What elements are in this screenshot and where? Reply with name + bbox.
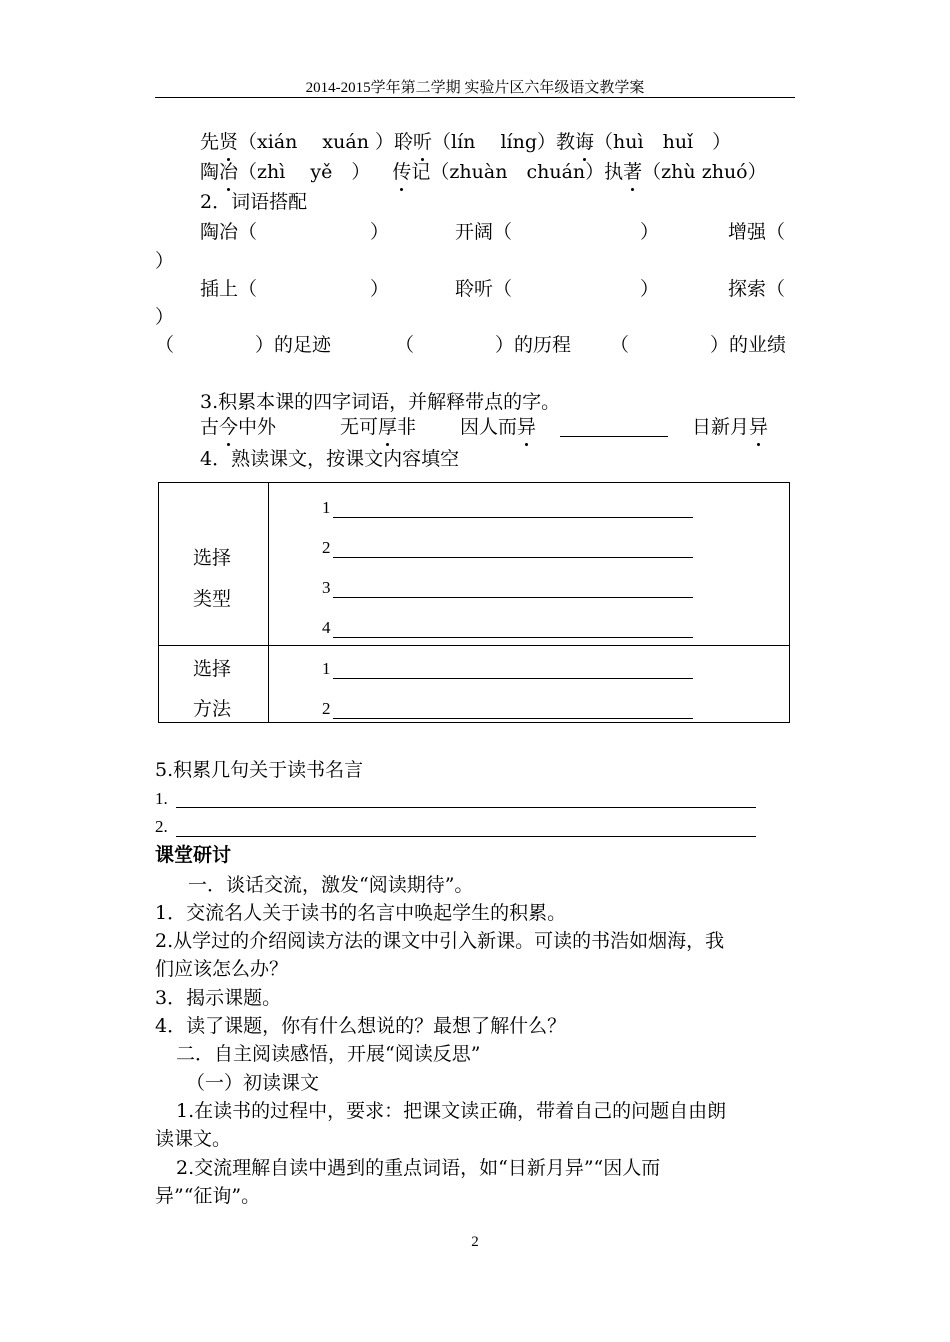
q2-row-1-wrap: ） bbox=[155, 250, 175, 272]
pinyin-row-2 bbox=[200, 160, 767, 184]
paragraph: 4．读了课题，你有什么想说的？最想了解什么？ bbox=[155, 1015, 567, 1037]
blank-label: 陶冶（ bbox=[200, 221, 258, 243]
q5-title: 5.积累几句关于读书名言 bbox=[155, 759, 364, 781]
blank-number: 4 bbox=[322, 618, 331, 637]
dotted-char: 厚 bbox=[378, 416, 398, 438]
paragraph: 3．揭示课题。 bbox=[155, 987, 282, 1009]
blank-suffix: ）的足迹 bbox=[255, 334, 332, 356]
table-label: 选择 bbox=[193, 547, 232, 569]
pinyin-options: （lín líng） bbox=[432, 131, 556, 153]
table-divider bbox=[158, 645, 790, 646]
paragraph: 1．交流名人关于读书的名言中唤起学生的积累。 bbox=[155, 902, 567, 924]
blank-number: 1 bbox=[322, 659, 331, 678]
pinyin-options: （xián xuán ） bbox=[238, 131, 394, 153]
blank-number: 3 bbox=[322, 578, 331, 597]
blank-label: 增强（ bbox=[728, 221, 786, 243]
idiom-part: 古 bbox=[200, 416, 220, 438]
answer-line[interactable] bbox=[333, 718, 693, 719]
answer-line[interactable] bbox=[333, 517, 693, 518]
table-label: 方法 bbox=[193, 698, 232, 720]
header-rule bbox=[155, 97, 795, 98]
blank-number: 2. bbox=[155, 817, 168, 836]
answer-line[interactable] bbox=[333, 597, 693, 598]
paragraph: 异”“征询”。 bbox=[155, 1185, 261, 1207]
answer-line[interactable] bbox=[333, 557, 693, 558]
part-heading: 二．自主阅读感悟，开展“阅读反思” bbox=[176, 1043, 481, 1065]
q2-title: 2．词语搭配 bbox=[200, 191, 308, 213]
word-char: 教 bbox=[556, 131, 576, 153]
idiom bbox=[200, 415, 276, 439]
dotted-char: 贤 bbox=[219, 131, 239, 153]
idiom-part: 无可 bbox=[340, 416, 379, 438]
idiom-part: 日新月 bbox=[692, 416, 750, 438]
paragraph: 2.交流理解自读中遇到的重点词语，如“日新月异”“因人而 bbox=[176, 1157, 661, 1179]
blank-close: ） bbox=[640, 221, 660, 243]
page-number: 2 bbox=[471, 1234, 479, 1250]
blank-suffix: ）的历程 bbox=[495, 334, 572, 356]
blank-label: 插上（ bbox=[200, 278, 258, 300]
word-char: 记 bbox=[411, 161, 431, 183]
dotted-char: 异 bbox=[517, 416, 537, 438]
dotted-char: 异 bbox=[749, 416, 769, 438]
blank-open: （ bbox=[610, 334, 630, 356]
blank-open: （ bbox=[155, 334, 175, 356]
paragraph: 2.从学过的介绍阅读方法的课文中引入新课。可读的书浩如烟海，我 bbox=[155, 930, 725, 952]
blank-close: ） bbox=[370, 278, 390, 300]
idiom-part: 中外 bbox=[238, 416, 277, 438]
answer-line[interactable] bbox=[333, 637, 693, 638]
table-label: 类型 bbox=[193, 588, 232, 610]
idiom-part: 非 bbox=[397, 416, 417, 438]
answer-line[interactable] bbox=[176, 807, 756, 808]
pinyin-options: （zhù zhuó） bbox=[642, 161, 767, 183]
table-label: 选择 bbox=[193, 658, 232, 680]
word-char: 先 bbox=[200, 131, 220, 153]
part-heading: 一．谈话交流，激发“阅读期待”。 bbox=[188, 874, 474, 896]
blank-close: ） bbox=[370, 221, 390, 243]
sub-heading: （一）初读课文 bbox=[186, 1072, 320, 1094]
q4-title: 4．熟读课文，按课文内容填空 bbox=[200, 448, 460, 470]
blank-number: 1. bbox=[155, 789, 168, 808]
dotted-char: 听 bbox=[413, 131, 433, 153]
idiom-part: 因人而 bbox=[460, 416, 518, 438]
word-char: 执 bbox=[604, 161, 624, 183]
blank-number: 2 bbox=[322, 538, 331, 557]
page-header: 2014-2015学年第二学期 实验片区六年级语文教学案 bbox=[305, 80, 645, 96]
idiom bbox=[340, 415, 416, 439]
idiom bbox=[460, 415, 536, 439]
dotted-char: 今 bbox=[219, 416, 239, 438]
blank-open: （ bbox=[395, 334, 415, 356]
answer-line[interactable] bbox=[176, 836, 756, 837]
fill-table bbox=[158, 482, 790, 723]
pinyin-row-1 bbox=[200, 130, 731, 154]
idiom bbox=[692, 415, 768, 439]
paragraph: 读课文。 bbox=[155, 1128, 232, 1150]
dotted-char: 冶 bbox=[219, 161, 239, 183]
blank-label: 聆听（ bbox=[455, 278, 513, 300]
pinyin-options: （zhì yě ） bbox=[238, 161, 371, 183]
section-heading: 课堂研讨 bbox=[155, 844, 232, 866]
answer-line[interactable] bbox=[560, 436, 668, 437]
word-char: 聆 bbox=[393, 131, 413, 153]
paragraph: 们应该怎么办？ bbox=[155, 958, 289, 980]
dotted-char: 著 bbox=[623, 161, 643, 183]
paragraph: 1.在读书的过程中，要求：把课文读正确，带着自己的问题自由朗 bbox=[176, 1100, 727, 1122]
dotted-char: 传 bbox=[392, 161, 412, 183]
word-char: 陶 bbox=[200, 161, 220, 183]
pinyin-options: （huì huǐ ） bbox=[594, 131, 732, 153]
pinyin-options: （zhuàn chuán） bbox=[430, 161, 605, 183]
table-divider bbox=[268, 482, 269, 723]
blank-label: 开阔（ bbox=[455, 221, 513, 243]
q3-title: 3.积累本课的四字词语，并解释带点的字。 bbox=[200, 391, 561, 413]
blank-suffix: ）的业绩 bbox=[710, 334, 787, 356]
dotted-char: 诲 bbox=[575, 131, 595, 153]
q2-row-2-wrap: ） bbox=[155, 306, 175, 328]
blank-number: 1 bbox=[322, 498, 331, 517]
answer-line[interactable] bbox=[333, 678, 693, 679]
blank-number: 2 bbox=[322, 699, 331, 718]
blank-label: 探索（ bbox=[728, 278, 786, 300]
blank-close: ） bbox=[640, 278, 660, 300]
